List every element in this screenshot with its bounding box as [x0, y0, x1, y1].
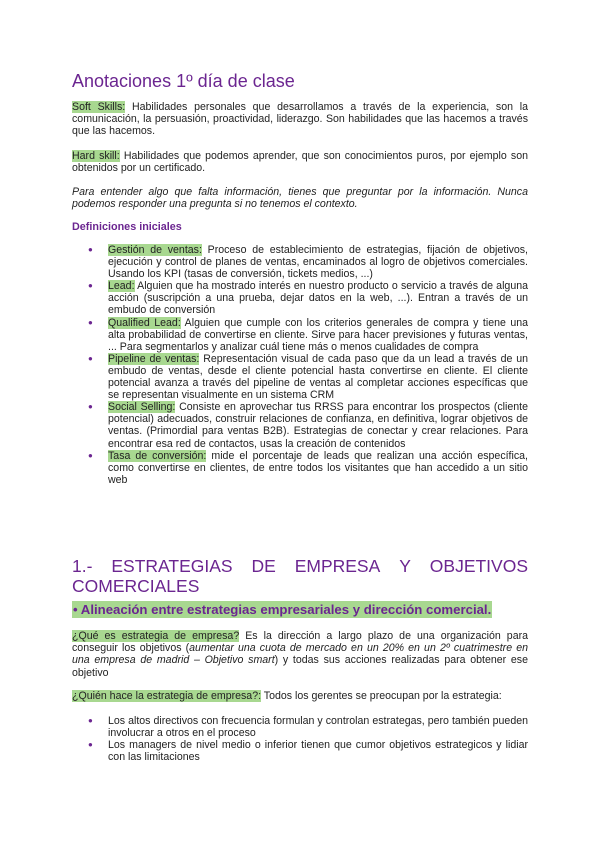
definition-text: Consiste en aprovechar tus RRSS para encontrar los prospectos (cliente potencial) adecuados, construir relaciones de confianza, en definitiva, lograr objetivos de ventas. (Primordial para ventas B2B). Estrategias de conectar y crear relaciones. Para encontrar esa red de contactos, usas la creación de contenidos — [108, 401, 528, 450]
section-heading-line2: COMERCIALES — [72, 576, 200, 596]
definitions-list — [72, 244, 528, 486]
strategy-question-term: ¿Qué es estrategia de empresa? — [72, 630, 240, 642]
soft-skills-text: Habilidades personales que desarrollamos a través de la experiencia, son la comunicación, la persuasión, proactividad, liderazgo. Son habilidades que las hacemos a través que las hacemos. — [72, 101, 528, 138]
soft-skills-paragraph — [72, 101, 528, 138]
definition-term: Tasa de conversión: — [108, 449, 207, 462]
heading-word: ESTRATEGIAS — [111, 556, 233, 576]
strategy-text: ) y todas sus acciones realizadas para obtener ese objetivo — [72, 654, 528, 679]
definition-term: Social Selling: — [108, 401, 176, 414]
strategy-question-paragraph — [72, 630, 528, 679]
strategy-text: Es la dirección a largo plazo de una organización para conseguir los objetivos ( — [72, 630, 528, 655]
section-heading-line1 — [72, 556, 528, 576]
hard-skill-text: Habilidades que podemos aprender, que son conocimientos puros, por ejemplo son obtenidos por un certificado. — [72, 150, 528, 175]
hard-skill-term: Hard skill: — [72, 150, 120, 162]
heading-word: OBJETIVOS — [429, 556, 528, 576]
list-item — [72, 450, 528, 486]
heading-word: EMPRESA — [294, 556, 381, 576]
heading-word: Y — [399, 556, 411, 576]
definition-text: Proceso de establecimiento de estrategias, fijación de objetivos, ejecución y control de planes de ventas, encaminados al logro de objetivos comerciales. Usando los KPI (tasas de conversión, tickets medios, ...) — [108, 244, 528, 281]
definition-text: mide el porcentaje de leads que realizan una acción específica, como convertirse en clientes, de entre todos los visitantes que han accedido a un sitio web — [108, 449, 528, 486]
definition-term: Lead: — [108, 280, 135, 293]
heading-word: 1.- — [72, 556, 93, 576]
section-subheading: • Alineación entre estrategias empresariales y dirección comercial. — [73, 602, 492, 617]
definition-term: Gestión de ventas: — [108, 244, 202, 256]
page-title: Anotaciones 1º día de clase — [72, 71, 295, 91]
definition-text: Alguien que cumple con los criterios generales de compra y tiene una alta probabilidad de convertirse en cliente. Sirve para hacer previsiones y futuras ventas, ... Para segmentarlos y analizar cuál tiene más o menos cualidades de compra — [108, 316, 529, 353]
list-item — [72, 244, 528, 280]
section-heading — [72, 556, 528, 596]
definitions-heading: Definiciones iniciales — [72, 221, 182, 233]
who-question-text: Todos los gerentes se preocupan por la estrategia: — [261, 690, 502, 702]
who-list — [72, 715, 528, 763]
hard-skill-paragraph — [72, 150, 528, 174]
who-question-term: ¿Quién hace la estrategia de empresa?: — [72, 690, 262, 702]
definition-term: Qualified Lead: — [108, 316, 181, 329]
who-question-paragraph — [72, 690, 528, 702]
soft-skills-term: Soft Skills: — [72, 101, 126, 113]
list-item — [72, 317, 528, 353]
list-item: ● Los managers de nivel medio o inferior tienen que cumor objetivos estrategicos y lidiar con las limitaciones — [72, 739, 528, 763]
heading-word: DE — [251, 556, 276, 576]
definition-term: Pipeline de ventas: — [108, 352, 200, 365]
strategy-example: aumentar una cuota de mercado en un 20% en un 2º cuatrimestre en una empresa de madrid – Objetivo smart — [72, 642, 528, 667]
list-item: ● Los altos directivos con frecuencia formulan y controlan estrategas, pero también pueden involucrar a otros en el proceso — [72, 715, 528, 739]
list-item — [72, 280, 528, 316]
list-item — [72, 353, 528, 401]
definition-text: Representación visual de cada paso que da un lead a través de un embudo de ventas, desde el cliente potencial hasta convertirse en cliente. El cliente potencial avanza a través del pipeline de ventas al completar acciones específicas que se representan visualmente en un sistema CRM — [108, 352, 528, 402]
definition-text: Alguien que ha mostrado interés en nuestro producto o servicio a través de alguna acción (suscripción a una prueba, dejar datos en la web, ...). Entran a través de un embudo de conversión — [108, 280, 528, 317]
list-item — [72, 401, 528, 449]
note-paragraph: Para entender algo que falta información, tienes que preguntar por la información. Nunca podemos responder una pregunta si no tenemos el contexto. — [72, 186, 528, 211]
